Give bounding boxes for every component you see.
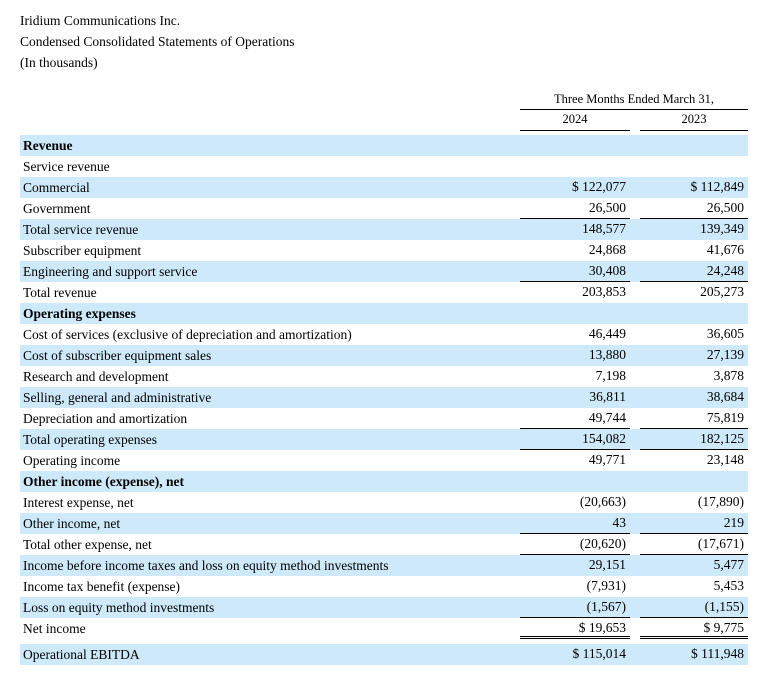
table-row <box>20 156 748 177</box>
value-2023 <box>640 303 748 324</box>
row-label: Operating income <box>23 453 121 468</box>
company-name: Iridium Communications Inc. <box>20 13 181 28</box>
value-2023: (17,671) <box>640 534 748 555</box>
value-2024: 24,868 <box>588 242 626 257</box>
value-2023: 5,453 <box>713 578 744 593</box>
row-label: Operating expenses <box>23 306 136 321</box>
row-label: Total service revenue <box>23 222 139 237</box>
value-2023: 219 <box>640 513 748 534</box>
value-2024: (20,620) <box>520 534 630 555</box>
table-row <box>20 597 748 618</box>
table-row <box>20 408 748 429</box>
value-2024: 49,771 <box>588 452 626 467</box>
value-2023: $ 9,775 <box>640 618 748 639</box>
row-label: Engineering and support service <box>23 264 198 279</box>
row-label: Service revenue <box>23 159 110 174</box>
value-2024: (20,663) <box>579 494 626 509</box>
document-header <box>20 10 748 73</box>
table-row <box>20 429 748 450</box>
value-2024 <box>520 303 630 324</box>
row-label: Income before income taxes and loss on equity method investments <box>23 558 389 573</box>
table-row <box>20 366 748 387</box>
row-label: Research and development <box>23 369 169 384</box>
value-2023: 36,605 <box>706 326 744 341</box>
value-2023 <box>640 156 748 177</box>
value-2023: 3,878 <box>713 368 744 383</box>
value-2023: 38,684 <box>706 389 744 404</box>
value-2024: $ 115,014 <box>572 646 626 661</box>
value-2023: 41,676 <box>706 242 744 257</box>
year-header-row <box>520 110 748 131</box>
table-row <box>20 135 748 156</box>
table-row <box>20 303 748 324</box>
value-2023: 27,139 <box>706 347 744 362</box>
table-row <box>20 198 748 219</box>
table-row <box>20 492 748 513</box>
row-label: Subscriber equipment <box>23 243 142 258</box>
table-row <box>20 261 748 282</box>
row-label: Total revenue <box>23 285 97 300</box>
value-2024: 46,449 <box>588 326 626 341</box>
value-2024: $ 19,653 <box>520 618 630 639</box>
value-2024: (1,567) <box>520 597 630 618</box>
row-label: Government <box>23 201 91 216</box>
value-2024: 36,811 <box>589 389 626 404</box>
value-2023: 75,819 <box>640 408 748 429</box>
value-2024: (7,931) <box>586 578 626 593</box>
table-row <box>20 219 748 240</box>
row-label: Cost of subscriber equipment sales <box>23 348 212 363</box>
value-2024: 30,408 <box>520 261 630 282</box>
value-2024: 203,853 <box>582 284 626 299</box>
value-2023: $ 112,849 <box>690 179 744 194</box>
table-row <box>20 534 748 555</box>
row-label: Cost of services (exclusive of depreciation and amortization) <box>23 327 352 342</box>
column-header-2023: 2023 <box>640 110 748 131</box>
value-2023: 23,148 <box>706 452 744 467</box>
value-2024 <box>520 135 630 156</box>
row-label: Total other expense, net <box>23 537 152 552</box>
value-2024 <box>520 471 630 492</box>
table-row <box>20 450 748 471</box>
row-label: Depreciation and amortization <box>23 411 188 426</box>
row-label: Other income (expense), net <box>23 474 184 489</box>
value-2023: 205,273 <box>700 284 744 299</box>
value-2023: 26,500 <box>640 198 748 219</box>
period-header: Three Months Ended March 31, <box>520 92 748 110</box>
value-2024: 29,151 <box>588 557 626 572</box>
statement-title: Condensed Consolidated Statements of Operations <box>20 34 295 49</box>
table-row <box>20 576 748 597</box>
row-label: Interest expense, net <box>23 495 134 510</box>
value-2024: 13,880 <box>588 347 626 362</box>
table-row <box>20 345 748 366</box>
value-2024 <box>520 156 630 177</box>
value-2024: 49,744 <box>520 408 630 429</box>
value-2024: 148,577 <box>582 221 626 236</box>
value-2023: 5,477 <box>713 557 744 572</box>
table-row <box>20 555 748 576</box>
table-row <box>20 513 748 534</box>
value-2023: 24,248 <box>640 261 748 282</box>
value-2024: 154,082 <box>520 429 630 450</box>
table-row <box>20 282 748 303</box>
row-label: Total operating expenses <box>23 432 158 447</box>
value-2023: (17,890) <box>697 494 744 509</box>
row-label: Loss on equity method investments <box>23 600 215 615</box>
table-row <box>20 471 748 492</box>
value-2023 <box>640 471 748 492</box>
value-2023: 182,125 <box>640 429 748 450</box>
value-2023: (1,155) <box>640 597 748 618</box>
value-2024: 26,500 <box>520 198 630 219</box>
row-label: Income tax benefit (expense) <box>23 579 181 594</box>
table-row <box>20 324 748 345</box>
table-column-headers <box>520 92 748 131</box>
table-row <box>20 618 748 639</box>
units-note: (In thousands) <box>20 55 98 70</box>
table-row <box>20 240 748 261</box>
row-label: Commercial <box>23 180 90 195</box>
row-label: Net income <box>23 621 86 636</box>
value-2024: 7,198 <box>595 368 626 383</box>
value-2024: 43 <box>520 513 630 534</box>
row-label: Selling, general and administrative <box>23 390 212 405</box>
statement-rows <box>20 135 748 665</box>
value-2024: $ 122,077 <box>572 179 626 194</box>
table-row <box>20 644 748 665</box>
column-header-2024: 2024 <box>520 110 630 131</box>
value-2023: $ 111,948 <box>691 646 744 661</box>
value-2023: 139,349 <box>700 221 744 236</box>
table-row <box>20 177 748 198</box>
table-row <box>20 387 748 408</box>
row-label: Revenue <box>23 138 73 153</box>
row-label: Operational EBITDA <box>23 647 140 662</box>
row-label: Other income, net <box>23 516 121 531</box>
value-2023 <box>640 135 748 156</box>
